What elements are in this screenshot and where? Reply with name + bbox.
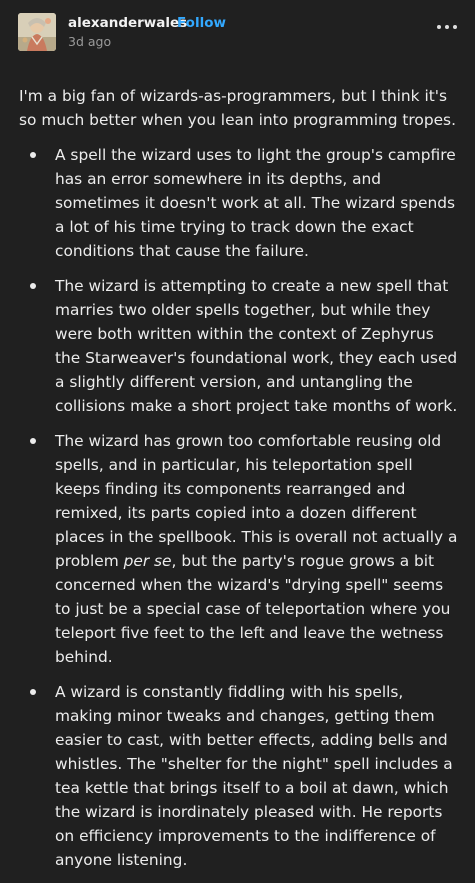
list-item xyxy=(19,274,459,418)
bullet-list xyxy=(19,143,459,872)
bullet-icon xyxy=(30,438,36,444)
more-options-icon[interactable] xyxy=(436,20,458,34)
list-item-text: A spell the wizard uses to light the group's campfire has an error somewhere in its depths, and sometimes it doesn't work at all. The wizard spends a lot of his time trying to track down the exact conditions that cause the failure. xyxy=(55,146,456,260)
avatar-image xyxy=(18,13,56,51)
author-username[interactable]: alexanderwales xyxy=(68,15,188,31)
bullet-icon xyxy=(30,689,36,695)
list-item xyxy=(19,680,459,872)
bullet-icon xyxy=(30,283,36,289)
bullet-icon xyxy=(30,152,36,158)
post-body xyxy=(19,84,459,883)
post-timestamp: 3d ago xyxy=(68,34,112,49)
list-item-text-end: , but the party's rogue grows a bit concerned when the wizard's "drying spell" seems to just be a special case of teleportation where you teleport five feet to the left and leave the wetness behind. xyxy=(55,552,451,666)
list-item-text: A wizard is constantly fiddling with his spells, making minor tweaks and changes, getting them easier to cast, with better effects, adding bells and whistles. The "shelter for the night" spell includes a tea kettle that brings itself to a boil at dawn, which the wizard is inordinately pleased with. He reports on efficiency improvements to the indifference of anyone listening. xyxy=(55,683,453,869)
follow-button[interactable]: Follow xyxy=(177,15,226,31)
avatar[interactable] xyxy=(18,13,56,51)
list-item-text-start: The wizard has grown too comfortable reusing old spells, and in particular, his teleportation spell keeps finding its components rearranged and remixed, its parts copied into a dozen different places in the spellbook. This is overall not actually a problem xyxy=(55,432,458,570)
list-item-text: The wizard is attempting to create a new spell that marries two older spells together, but while they were both written within the context of Zephyrus the Starweaver's foundational work, they each used a slightly different version, and untangling the collisions make a short project take months of work. xyxy=(55,277,458,415)
list-item-italic-text: per se xyxy=(123,552,172,570)
list-item xyxy=(19,143,459,263)
post-header xyxy=(18,12,458,52)
intro-paragraph: I'm a big fan of wizards-as-programmers, but I think it's so much better when you lean into programming tropes. xyxy=(19,87,456,129)
list-item xyxy=(19,429,459,669)
